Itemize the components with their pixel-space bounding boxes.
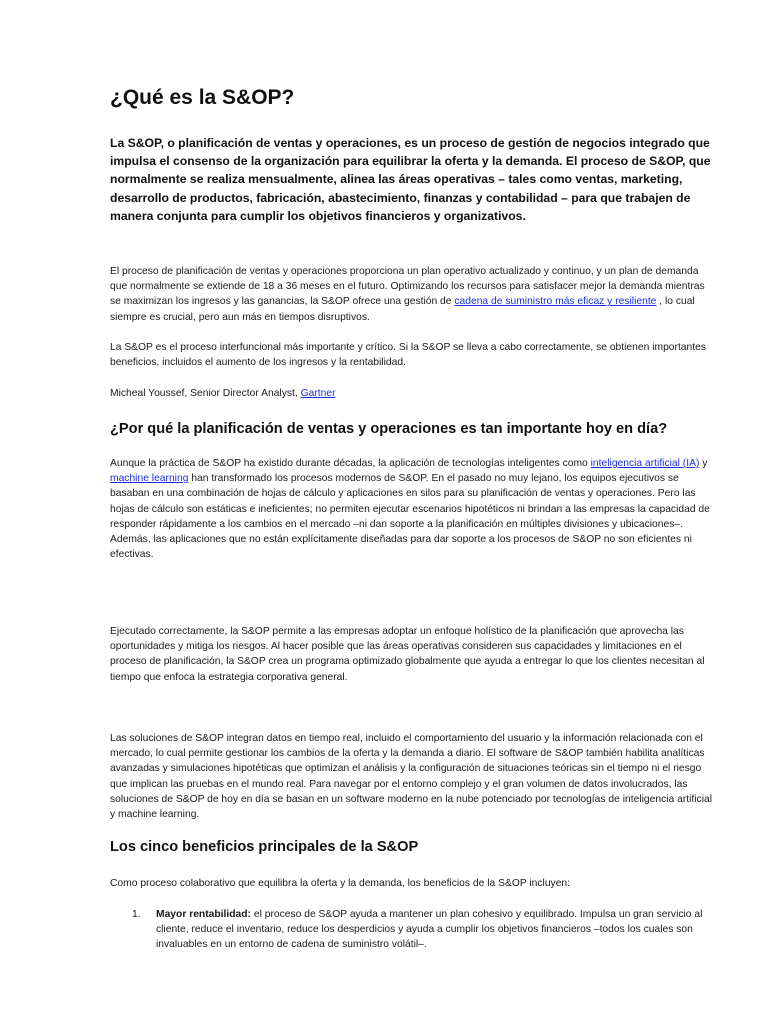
paragraph-planning — [110, 264, 712, 325]
attribution-text: Micheal Youssef, Senior Director Analyst, — [110, 388, 301, 399]
heading-benefits: Los cinco beneficios principales de la S&OP — [110, 839, 419, 855]
supply-chain-link[interactable]: cadena de suministro más eficaz y resiliente — [454, 296, 657, 308]
paragraph-why — [110, 456, 712, 562]
paragraph-executed: Ejecutado correctamente, la S&OP permite a las empresas adoptar un enfoque holístico de la planificación que aprovecha las oportunidades y mitiga los riesgos. Al hacer posible que las áreas operativas consideren sus capacidades y limitaciones en el proceso de planificación, la S&OP crea un programa optimizado globalmente que ayuda a entregar lo que los clientes necesitan al tiempo que enfoca la estrategia corporativa general. — [110, 626, 705, 683]
list-item-text: el proceso de S&OP ayuda a mantener un plan cohesivo y equilibrado. Impulsa un gran servicio al cliente, reduce el inventario, reduce los desperdicios y ayuda a cumplir los objetivos financieros –todos los cuales son invaluables en un entorno de cadena de suministro volátil–. — [156, 909, 703, 951]
paragraph-benefits-intro: Como proceso colaborativo que equilibra la oferta y la demanda, los beneficios de la S&OP incluyen: — [110, 878, 571, 889]
paragraph-planning-tail: , lo cual siempre es crucial, pero aun más en tiempos disruptivos. — [110, 296, 695, 323]
list-item — [132, 907, 716, 953]
gartner-link[interactable]: Gartner — [300, 388, 336, 399]
paragraph-why-connector: y — [699, 458, 708, 469]
page-title: ¿Qué es la S&OP? — [110, 86, 295, 109]
paragraph-planning-text: El proceso de planificación de ventas y operaciones proporciona un plan operativo actualizado y continuo, y un plan de demanda que normalmente se extiende de 18 a 36 meses en el futuro. Optimizando los recursos para satisfacer mejor la demanda mientras se maximizan los ingresos y las ganancias, la S&OP ofrece una gestión de — [110, 266, 705, 308]
heading-why: ¿Por qué la planificación de ventas y operaciones es tan importante hoy en día? — [110, 421, 668, 437]
paragraph-why-tail: han transformado los procesos modernos de S&OP. En el pasado no muy lejano, los equipos ejecutivos se basaban en una combinación de hojas de cálculo y aplicaciones en silos para su planificación de ventas y operaciones. Pero las hojas de cálculo son estáticas e ineficientes; no permiten ejecutar escenarios hipotéticos ni brindan a las empresas la capacidad de responder rápidamente a los cambios en el mercado –ni dan soporte a la planificación en múltiples divisiones y ubicaciones–. Además, las aplicaciones que no están explícitamente diseñadas para dar soporte a los procesos de S&OP no son eficientes ni efectivas. — [110, 473, 710, 561]
list-item-number: 1. — [132, 909, 141, 920]
quote-paragraph: La S&OP es el proceso interfuncional más importante y crítico. Si la S&OP se lleva a cabo correctamente, se obtienen importantes beneficios, incluidos el aumento de los ingresos y la rentabilidad. — [110, 342, 706, 369]
list-item-term: Mayor rentabilidad: — [156, 909, 251, 920]
paragraph-why-text: Aunque la práctica de S&OP ha existido durante décadas, la aplicación de tecnologías inteligentes como — [110, 458, 591, 469]
attribution — [110, 386, 712, 401]
list-item-body — [132, 907, 716, 953]
ai-link[interactable]: inteligencia artificial (IA) — [590, 458, 700, 469]
machine-learning-link[interactable]: machine learning — [110, 473, 189, 485]
paragraph-solutions: Las soluciones de S&OP integran datos en tiempo real, incluido el comportamiento del usuario y la información relacionada con el mercado, lo cual permite gestionar los cambios de la oferta y la demanda a diario. El software de S&OP también habilita analíticas avanzadas y simulaciones hipotéticas que optimizan el análisis y la configuración de situaciones teóricas sin el tiempo ni el riesgo que implican las pruebas en el mundo real. Para navegar por el entorno complejo y el gran volumen de datos involucrados, las soluciones de S&OP de hoy en día se basan en un software moderno en la nube potenciado por tecnologías de inteligencia artificial y machine learning. — [110, 733, 713, 821]
intro-paragraph: La S&OP, o planificación de ventas y operaciones, es un proceso de gestión de negocios integrado que impulsa el consenso de la organización para equilibrar la oferta y la demanda. El proceso de S&OP, que normalmente se realiza mensualmente, alinea las áreas operativas – tales como ventas, marketing, desarrollo de productos, fabricación, abastecimiento, finanzas y contabilidad – para que trabajen de manera conjunta para cumplir los objetivos financieros y organizativos. — [110, 136, 711, 223]
